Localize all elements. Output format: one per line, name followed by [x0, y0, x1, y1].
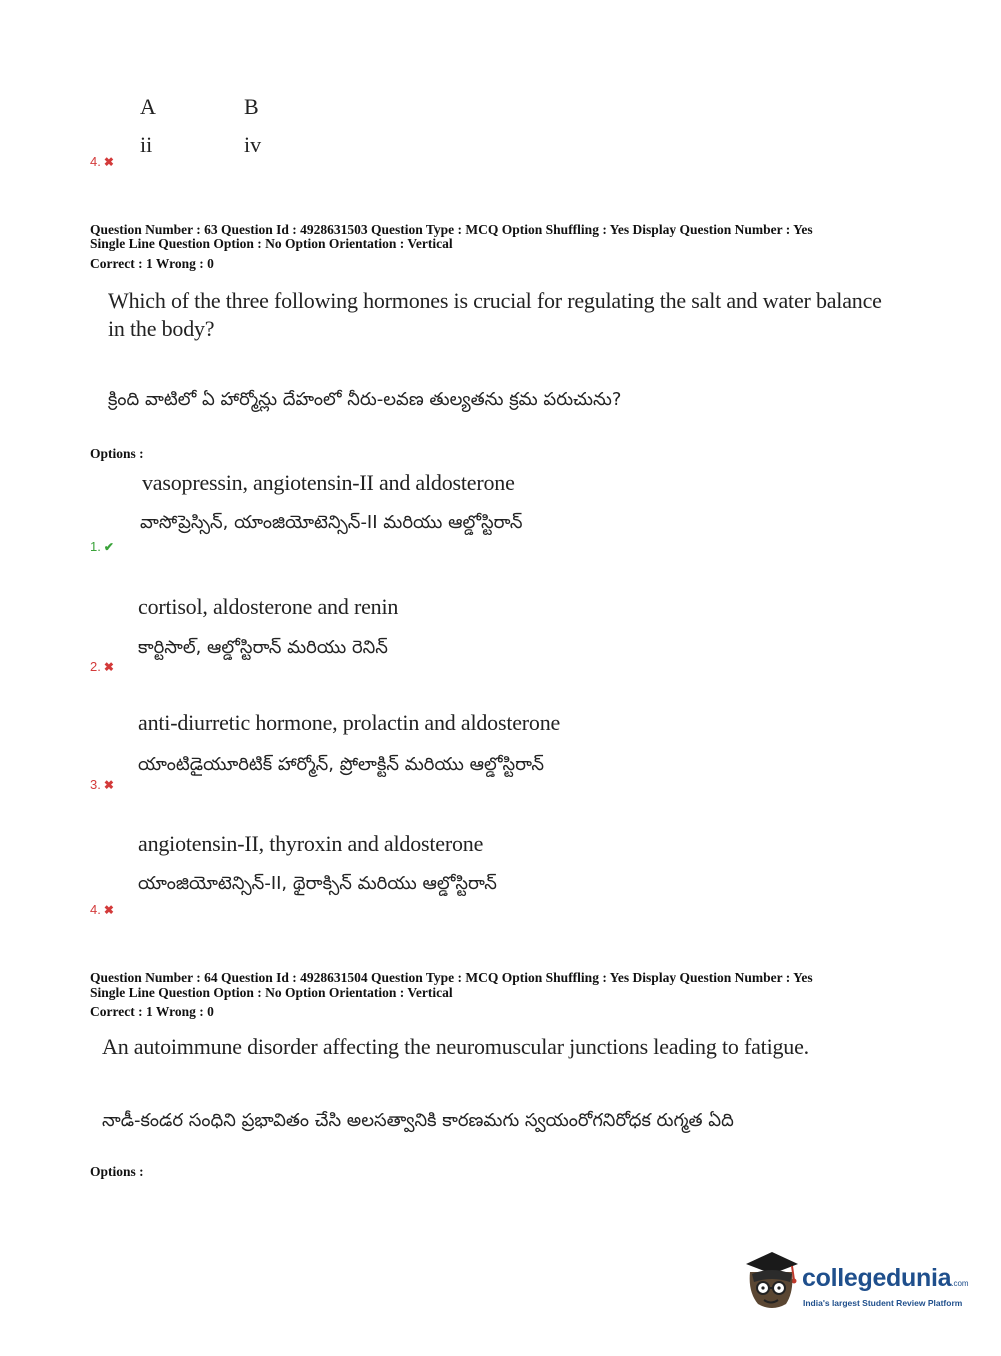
option-number: 3. [90, 777, 101, 792]
q63-option-2-number [90, 659, 114, 674]
q63-meta-line-1: Question Number : 63 Question Id : 4928631503 Question Type : MCQ Option Shuffling : Yes Display Question Number : Yes [90, 222, 813, 237]
q64-question-en: An autoimmune disorder affecting the neuromuscular junctions leading to fatigue. [102, 1034, 809, 1059]
q64-meta-line-3: Correct : 1 Wrong : 0 [90, 1004, 214, 1019]
q64-meta-line-2: Single Line Question Option : No Option Orientation : Vertical [90, 985, 453, 1000]
q64-options-label: Options : [90, 1164, 144, 1179]
wrong-icon: ✖ [103, 903, 114, 917]
brand-tagline: India's largest Student Review Platform [803, 1298, 963, 1308]
q63-option-3-en: anti-diurretic hormone, prolactin and aldosterone [138, 710, 561, 735]
wrong-icon: ✖ [103, 155, 114, 169]
q63-meta-line-3: Correct : 1 Wrong : 0 [90, 256, 214, 271]
q63-option-1-en: vasopressin, angiotensin-II and aldosterone [142, 470, 515, 495]
q63-option-1-te: వాసోప్రెస్సిన్, యాంజియోటెన్సిన్-II మరియు ఆల్డోస్టిరాన్ [140, 512, 523, 533]
q63-question-te: క్రింది వాటిలో ఏ హార్మోన్లు దేహంలో నీరు-లవణ తుల్యతను క్రమ పరుచును? [108, 389, 622, 410]
q63-option-3-number [90, 777, 114, 792]
q63-option-4-te: యాంజియోటెన్సిన్-II, థైరాక్సిన్ మరియు ఆల్డోస్టిరాన్ [138, 873, 497, 894]
q64-question-te: నాడీ-కండర సంధిని ప్రభావితం చేసి అలసత్వానికి కారణమగు స్వయంరోగనిరోధక రుగ్మత ఏది [102, 1110, 734, 1131]
q63-option-1-number [90, 539, 114, 554]
option-number: 4. [90, 154, 101, 169]
student-mascot-icon [742, 1248, 800, 1314]
q63-option-4-number [90, 902, 114, 917]
q63-question-en-line-1: Which of the three following hormones is crucial for regulating the salt and water balance [108, 288, 882, 313]
option-number: 1. [90, 539, 101, 554]
match-col-a-value: ii [140, 132, 153, 157]
option-number: 4. [90, 902, 101, 917]
prev-option-4 [90, 154, 114, 169]
collegedunia-logo [742, 1248, 972, 1318]
q64-meta-line-1: Question Number : 64 Question Id : 4928631504 Question Type : MCQ Option Shuffling : Yes Display Question Number : Yes [90, 970, 813, 985]
q63-option-2-en: cortisol, aldosterone and renin [138, 594, 399, 619]
q63-option-2-te: కార్టిసాల్, ఆల్డోస్టిరాన్ మరియు రెనిన్ [138, 637, 388, 658]
q63-option-3-te: యాంటిడైయూరిటిక్ హార్మోన్, ప్రోలాక్టిన్ మరియు ఆల్డోస్టిరాన్ [138, 754, 544, 775]
match-col-b-header: B [244, 94, 259, 119]
q63-meta-line-2: Single Line Question Option : No Option Orientation : Vertical [90, 236, 453, 251]
correct-check-icon: ✔ [103, 540, 114, 554]
wrong-icon: ✖ [103, 660, 114, 674]
brand-suffix: .com [951, 1279, 969, 1288]
match-col-a-header: A [140, 94, 156, 119]
wrong-icon: ✖ [103, 778, 114, 792]
q63-question-en-line-2: in the body? [108, 316, 215, 341]
q63-options-label: Options : [90, 446, 144, 461]
option-number: 2. [90, 659, 101, 674]
brand-name: collegedunia [802, 1264, 952, 1292]
q63-option-4-en: angiotensin-II, thyroxin and aldosterone [138, 831, 484, 856]
match-col-b-value: iv [244, 132, 262, 157]
